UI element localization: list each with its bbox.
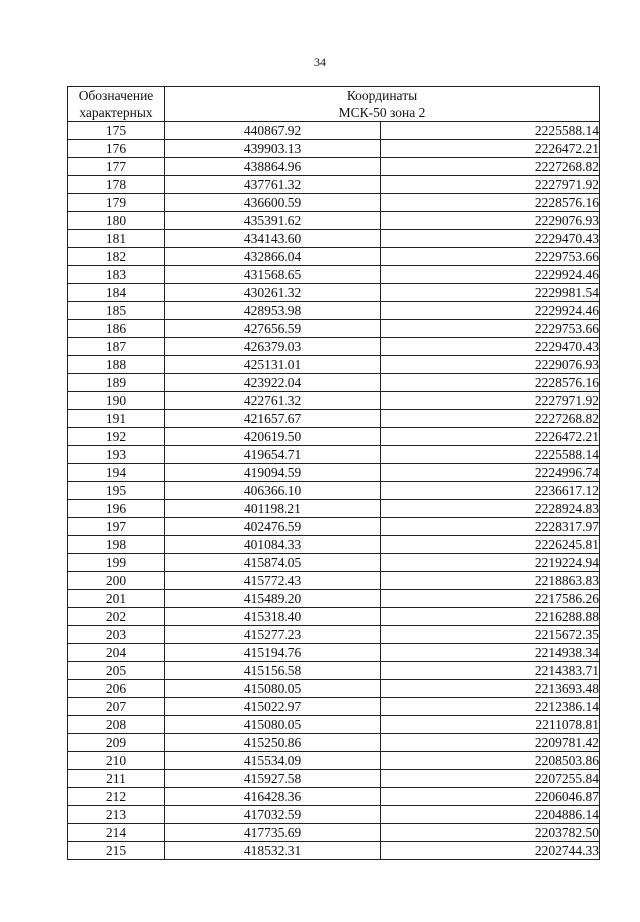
point-number-cell: 214 bbox=[68, 824, 165, 842]
coord-y-cell: 2228576.16 bbox=[381, 194, 600, 212]
table-row bbox=[68, 500, 600, 518]
coord-x-cell: 432866.04 bbox=[165, 248, 381, 266]
table-row bbox=[68, 302, 600, 320]
table-row bbox=[68, 662, 600, 680]
coord-x-cell: 402476.59 bbox=[165, 518, 381, 536]
point-number-cell: 179 bbox=[68, 194, 165, 212]
table-row bbox=[68, 842, 600, 860]
coord-x-cell: 428953.98 bbox=[165, 302, 381, 320]
coord-y-cell: 2216288.88 bbox=[381, 608, 600, 626]
coord-y-cell: 2214383.71 bbox=[381, 662, 600, 680]
point-number-cell: 201 bbox=[68, 590, 165, 608]
coord-x-cell: 437761.32 bbox=[165, 176, 381, 194]
point-number-cell: 180 bbox=[68, 212, 165, 230]
table-row bbox=[68, 554, 600, 572]
point-number-cell: 202 bbox=[68, 608, 165, 626]
coord-y-cell: 2229076.93 bbox=[381, 212, 600, 230]
coord-y-cell: 2227971.92 bbox=[381, 392, 600, 410]
coord-y-cell: 2209781.42 bbox=[381, 734, 600, 752]
point-number-cell: 177 bbox=[68, 158, 165, 176]
coord-y-cell: 2227971.92 bbox=[381, 176, 600, 194]
coord-x-cell: 401198.21 bbox=[165, 500, 381, 518]
point-number-cell: 205 bbox=[68, 662, 165, 680]
coord-y-cell: 2229924.46 bbox=[381, 302, 600, 320]
point-number-cell: 184 bbox=[68, 284, 165, 302]
point-number-cell: 191 bbox=[68, 410, 165, 428]
coord-x-cell: 434143.60 bbox=[165, 230, 381, 248]
point-number-cell: 199 bbox=[68, 554, 165, 572]
table-row bbox=[68, 410, 600, 428]
table-row bbox=[68, 698, 600, 716]
coord-y-cell: 2202744.33 bbox=[381, 842, 600, 860]
table-row bbox=[68, 788, 600, 806]
coord-x-cell: 401084.33 bbox=[165, 536, 381, 554]
table-row bbox=[68, 536, 600, 554]
point-number-cell: 189 bbox=[68, 374, 165, 392]
coord-y-cell: 2224996.74 bbox=[381, 464, 600, 482]
table-row bbox=[68, 644, 600, 662]
coord-y-cell: 2236617.12 bbox=[381, 482, 600, 500]
coord-x-cell: 415874.05 bbox=[165, 554, 381, 572]
coord-x-cell: 426379.03 bbox=[165, 338, 381, 356]
coord-x-cell: 422761.32 bbox=[165, 392, 381, 410]
point-number-cell: 190 bbox=[68, 392, 165, 410]
coord-x-cell: 419094.59 bbox=[165, 464, 381, 482]
coord-y-cell: 2213693.48 bbox=[381, 680, 600, 698]
table-row bbox=[68, 266, 600, 284]
coord-y-cell: 2217586.26 bbox=[381, 590, 600, 608]
coord-y-cell: 2226472.21 bbox=[381, 140, 600, 158]
point-number-cell: 182 bbox=[68, 248, 165, 266]
coord-x-cell: 439903.13 bbox=[165, 140, 381, 158]
point-number-cell: 197 bbox=[68, 518, 165, 536]
coord-x-cell: 416428.36 bbox=[165, 788, 381, 806]
table-row bbox=[68, 374, 600, 392]
coord-x-cell: 415927.58 bbox=[165, 770, 381, 788]
coord-y-cell: 2219224.94 bbox=[381, 554, 600, 572]
table-row bbox=[68, 356, 600, 374]
point-number-cell: 215 bbox=[68, 842, 165, 860]
coord-y-cell: 2225588.14 bbox=[381, 446, 600, 464]
coord-x-cell: 415156.58 bbox=[165, 662, 381, 680]
point-number-cell: 212 bbox=[68, 788, 165, 806]
table-row bbox=[68, 194, 600, 212]
coord-y-cell: 2226245.81 bbox=[381, 536, 600, 554]
coord-x-cell: 436600.59 bbox=[165, 194, 381, 212]
table-row bbox=[68, 572, 600, 590]
coord-x-cell: 440867.92 bbox=[165, 122, 381, 140]
table-row bbox=[68, 428, 600, 446]
coord-x-cell: 419654.71 bbox=[165, 446, 381, 464]
point-number-cell: 196 bbox=[68, 500, 165, 518]
coord-x-cell: 423922.04 bbox=[165, 374, 381, 392]
table-row bbox=[68, 338, 600, 356]
point-number-cell: 208 bbox=[68, 716, 165, 734]
table-row bbox=[68, 140, 600, 158]
table-row bbox=[68, 716, 600, 734]
coord-x-cell: 415194.76 bbox=[165, 644, 381, 662]
table-row bbox=[68, 626, 600, 644]
coord-x-cell: 415250.86 bbox=[165, 734, 381, 752]
coord-y-cell: 2227268.82 bbox=[381, 158, 600, 176]
header-coordinates bbox=[165, 87, 600, 122]
coord-x-cell: 415318.40 bbox=[165, 608, 381, 626]
table-row bbox=[68, 248, 600, 266]
coord-y-cell: 2203782.50 bbox=[381, 824, 600, 842]
table-row bbox=[68, 446, 600, 464]
coord-y-cell: 2229470.43 bbox=[381, 338, 600, 356]
table-body bbox=[68, 122, 600, 860]
coord-x-cell: 425131.01 bbox=[165, 356, 381, 374]
coordinates-table bbox=[67, 86, 600, 860]
coord-x-cell: 415277.23 bbox=[165, 626, 381, 644]
coord-x-cell: 417735.69 bbox=[165, 824, 381, 842]
table-row bbox=[68, 122, 600, 140]
point-number-cell: 207 bbox=[68, 698, 165, 716]
table-row bbox=[68, 320, 600, 338]
point-number-cell: 186 bbox=[68, 320, 165, 338]
point-number-cell: 195 bbox=[68, 482, 165, 500]
point-number-cell: 187 bbox=[68, 338, 165, 356]
header-coords-line2: МСК-50 зона 2 bbox=[338, 105, 426, 120]
coord-y-cell: 2226472.21 bbox=[381, 428, 600, 446]
header-point-designation bbox=[68, 87, 165, 122]
coord-x-cell: 431568.65 bbox=[165, 266, 381, 284]
table-row bbox=[68, 734, 600, 752]
coord-y-cell: 2229753.66 bbox=[381, 320, 600, 338]
table-header-row bbox=[68, 87, 600, 122]
coord-y-cell: 2228924.83 bbox=[381, 500, 600, 518]
point-number-cell: 192 bbox=[68, 428, 165, 446]
coord-y-cell: 2228576.16 bbox=[381, 374, 600, 392]
table-row bbox=[68, 230, 600, 248]
coord-x-cell: 435391.62 bbox=[165, 212, 381, 230]
table-row bbox=[68, 464, 600, 482]
coord-x-cell: 415022.97 bbox=[165, 698, 381, 716]
point-number-cell: 209 bbox=[68, 734, 165, 752]
header-col1-line2: характерных bbox=[79, 105, 153, 120]
coord-y-cell: 2218863.83 bbox=[381, 572, 600, 590]
coord-x-cell: 430261.32 bbox=[165, 284, 381, 302]
point-number-cell: 203 bbox=[68, 626, 165, 644]
coord-x-cell: 415489.20 bbox=[165, 590, 381, 608]
point-number-cell: 193 bbox=[68, 446, 165, 464]
point-number-cell: 178 bbox=[68, 176, 165, 194]
point-number-cell: 188 bbox=[68, 356, 165, 374]
table-row bbox=[68, 518, 600, 536]
point-number-cell: 213 bbox=[68, 806, 165, 824]
coord-x-cell: 427656.59 bbox=[165, 320, 381, 338]
table-row bbox=[68, 680, 600, 698]
table-row bbox=[68, 770, 600, 788]
table-row bbox=[68, 158, 600, 176]
point-number-cell: 183 bbox=[68, 266, 165, 284]
table-row bbox=[68, 392, 600, 410]
page-number: 34 bbox=[314, 55, 326, 69]
coord-y-cell: 2215672.35 bbox=[381, 626, 600, 644]
coord-y-cell: 2229924.46 bbox=[381, 266, 600, 284]
table-row bbox=[68, 590, 600, 608]
table-row bbox=[68, 176, 600, 194]
point-number-cell: 211 bbox=[68, 770, 165, 788]
coord-y-cell: 2212386.14 bbox=[381, 698, 600, 716]
point-number-cell: 210 bbox=[68, 752, 165, 770]
coord-x-cell: 417032.59 bbox=[165, 806, 381, 824]
coord-x-cell: 406366.10 bbox=[165, 482, 381, 500]
coord-y-cell: 2229981.54 bbox=[381, 284, 600, 302]
point-number-cell: 206 bbox=[68, 680, 165, 698]
table-row bbox=[68, 284, 600, 302]
coord-x-cell: 415534.09 bbox=[165, 752, 381, 770]
coord-y-cell: 2227268.82 bbox=[381, 410, 600, 428]
point-number-cell: 200 bbox=[68, 572, 165, 590]
point-number-cell: 181 bbox=[68, 230, 165, 248]
coord-x-cell: 415080.05 bbox=[165, 680, 381, 698]
header-col1-line1: Обозначение bbox=[78, 88, 154, 103]
table-row bbox=[68, 482, 600, 500]
coord-y-cell: 2211078.81 bbox=[381, 716, 600, 734]
coord-x-cell: 415080.05 bbox=[165, 716, 381, 734]
coord-x-cell: 415772.43 bbox=[165, 572, 381, 590]
coord-y-cell: 2204886.14 bbox=[381, 806, 600, 824]
coord-y-cell: 2206046.87 bbox=[381, 788, 600, 806]
coord-y-cell: 2225588.14 bbox=[381, 122, 600, 140]
coord-x-cell: 420619.50 bbox=[165, 428, 381, 446]
point-number-cell: 176 bbox=[68, 140, 165, 158]
header-coords-line1: Координаты bbox=[346, 88, 418, 103]
point-number-cell: 198 bbox=[68, 536, 165, 554]
coord-y-cell: 2214938.34 bbox=[381, 644, 600, 662]
coord-y-cell: 2208503.86 bbox=[381, 752, 600, 770]
coord-y-cell: 2229753.66 bbox=[381, 248, 600, 266]
coord-y-cell: 2229470.43 bbox=[381, 230, 600, 248]
point-number-cell: 194 bbox=[68, 464, 165, 482]
table-row bbox=[68, 824, 600, 842]
coord-x-cell: 418532.31 bbox=[165, 842, 381, 860]
coord-x-cell: 438864.96 bbox=[165, 158, 381, 176]
point-number-cell: 204 bbox=[68, 644, 165, 662]
point-number-cell: 175 bbox=[68, 122, 165, 140]
coord-y-cell: 2228317.97 bbox=[381, 518, 600, 536]
table-row bbox=[68, 212, 600, 230]
coord-y-cell: 2229076.93 bbox=[381, 356, 600, 374]
point-number-cell: 185 bbox=[68, 302, 165, 320]
table-row bbox=[68, 608, 600, 626]
table-row bbox=[68, 806, 600, 824]
coord-y-cell: 2207255.84 bbox=[381, 770, 600, 788]
coord-x-cell: 421657.67 bbox=[165, 410, 381, 428]
table-row bbox=[68, 752, 600, 770]
